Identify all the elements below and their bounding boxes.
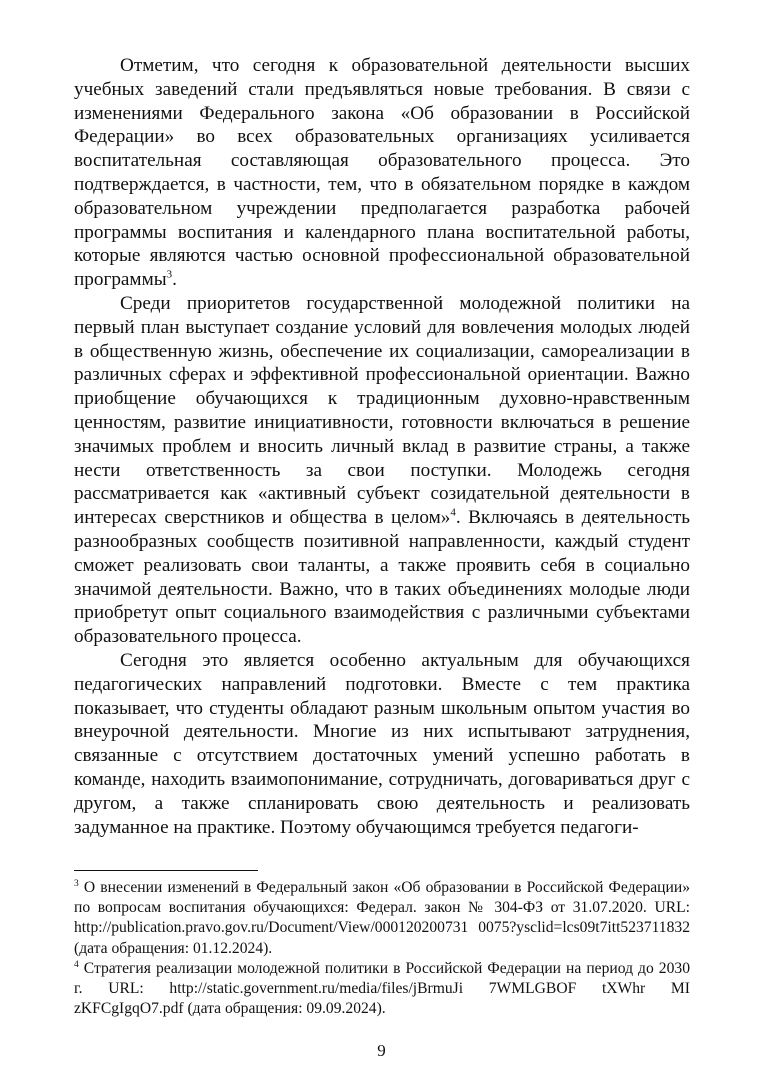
footnote-3-number: 3 — [74, 878, 79, 889]
footnote-ref-4[interactable]: 4 — [450, 506, 456, 519]
paragraph-1-end: . — [172, 269, 177, 291]
footnote-4 — [74, 959, 690, 1020]
footnote-3-text: О внесении изменений в Федеральный закон «Об образовании в Российской Федерации» по вопросам воспитания обучающихся: Федерал. закон № 304-ФЗ от 31.07.2020. URL: http://publication.pravo.gov.ru/Document/View/000120200731 0075?ysclid=lcs09t7itt523711832 (дата обращения: 01.12.2024). — [74, 879, 690, 957]
footnote-divider — [74, 870, 258, 871]
footnote-4-text: Стратегия реализации молодежной политики в Российской Федерации на период до 2030 г. URL: http://static.government.ru/media/files/jBrmuJi 7WMLGBOF tXWhr MI zKFCgIgqO7.pdf (дата обращения: 09.09.2024). — [74, 959, 690, 1018]
paragraph-3: Сегодня это является особенно актуальным для обучающихся педагогических направлений подготовки. Вместе с тем практика показывает, что студенты обладают разным школьным опытом участия во внеурочной деятельности. Многие из них испытывают затруднения, связанные с отсутствием достаточных умений успешно работать в команде, находить взаимопонимание, сотрудничать, договариваться друг с другом, а также спланировать свою деятельность и реализовать задуманное на практике. Поэтому обучающимся требуется педагоги- — [74, 649, 690, 838]
footnote-3 — [74, 878, 690, 959]
footnotes — [74, 878, 690, 1019]
footnote-ref-3[interactable]: 3 — [166, 268, 173, 281]
main-text — [74, 54, 690, 839]
paragraph-2 — [74, 292, 690, 649]
page-number: 9 — [377, 1041, 386, 1060]
paragraph-1-text: Отметим, что сегодня к образовательной деятельности высших учебных заведений стали предъявляться новые требования. В связи с изменениями Федерального закона «Об образовании в Российской Федерации» во всех образовательных организациях усиливается воспитательная составляющая образовательного процесса. Это подтверждается, в частности, тем, что в обязательном порядке в каждом образовательном учреждении предполагается разработка рабочей программы воспитания и календарного плана воспитательной работы, которые являются частью основной профессиональной образовательной программы — [74, 55, 690, 291]
footnote-4-number: 4 — [74, 959, 79, 970]
paragraph-1 — [74, 54, 690, 292]
paragraph-2-text: Среди приоритетов государственной молодежной политики на первый план выступает создание условий для вовлечения молодых людей в общественную жизнь, обеспечение их социализации, самореализации в различных сферах и эффективной профессиональной ориентации. Важно приобщение обучающихся к традиционным духовно-нравственным ценностям, развитие инициативности, готовности включаться в решение значимых проблем и вносить личный вклад в развитие страны, а также нести ответственность за свои поступки. Молодежь сегодня рассматривается как «активный субъект созидательной деятельности в интересах сверстников и общества в целом» — [74, 292, 690, 529]
paragraph-2-rest: . Включаясь в деятельность разнообразных сообществ позитивной направленности, каждый студент сможет реализовать свои таланты, а также проявить себя в социально значимой деятельности. Важно, что в таких объединениях молодые люди приобретут опыт социального взаимодействия с различными субъектами образовательного процесса. — [74, 507, 690, 648]
